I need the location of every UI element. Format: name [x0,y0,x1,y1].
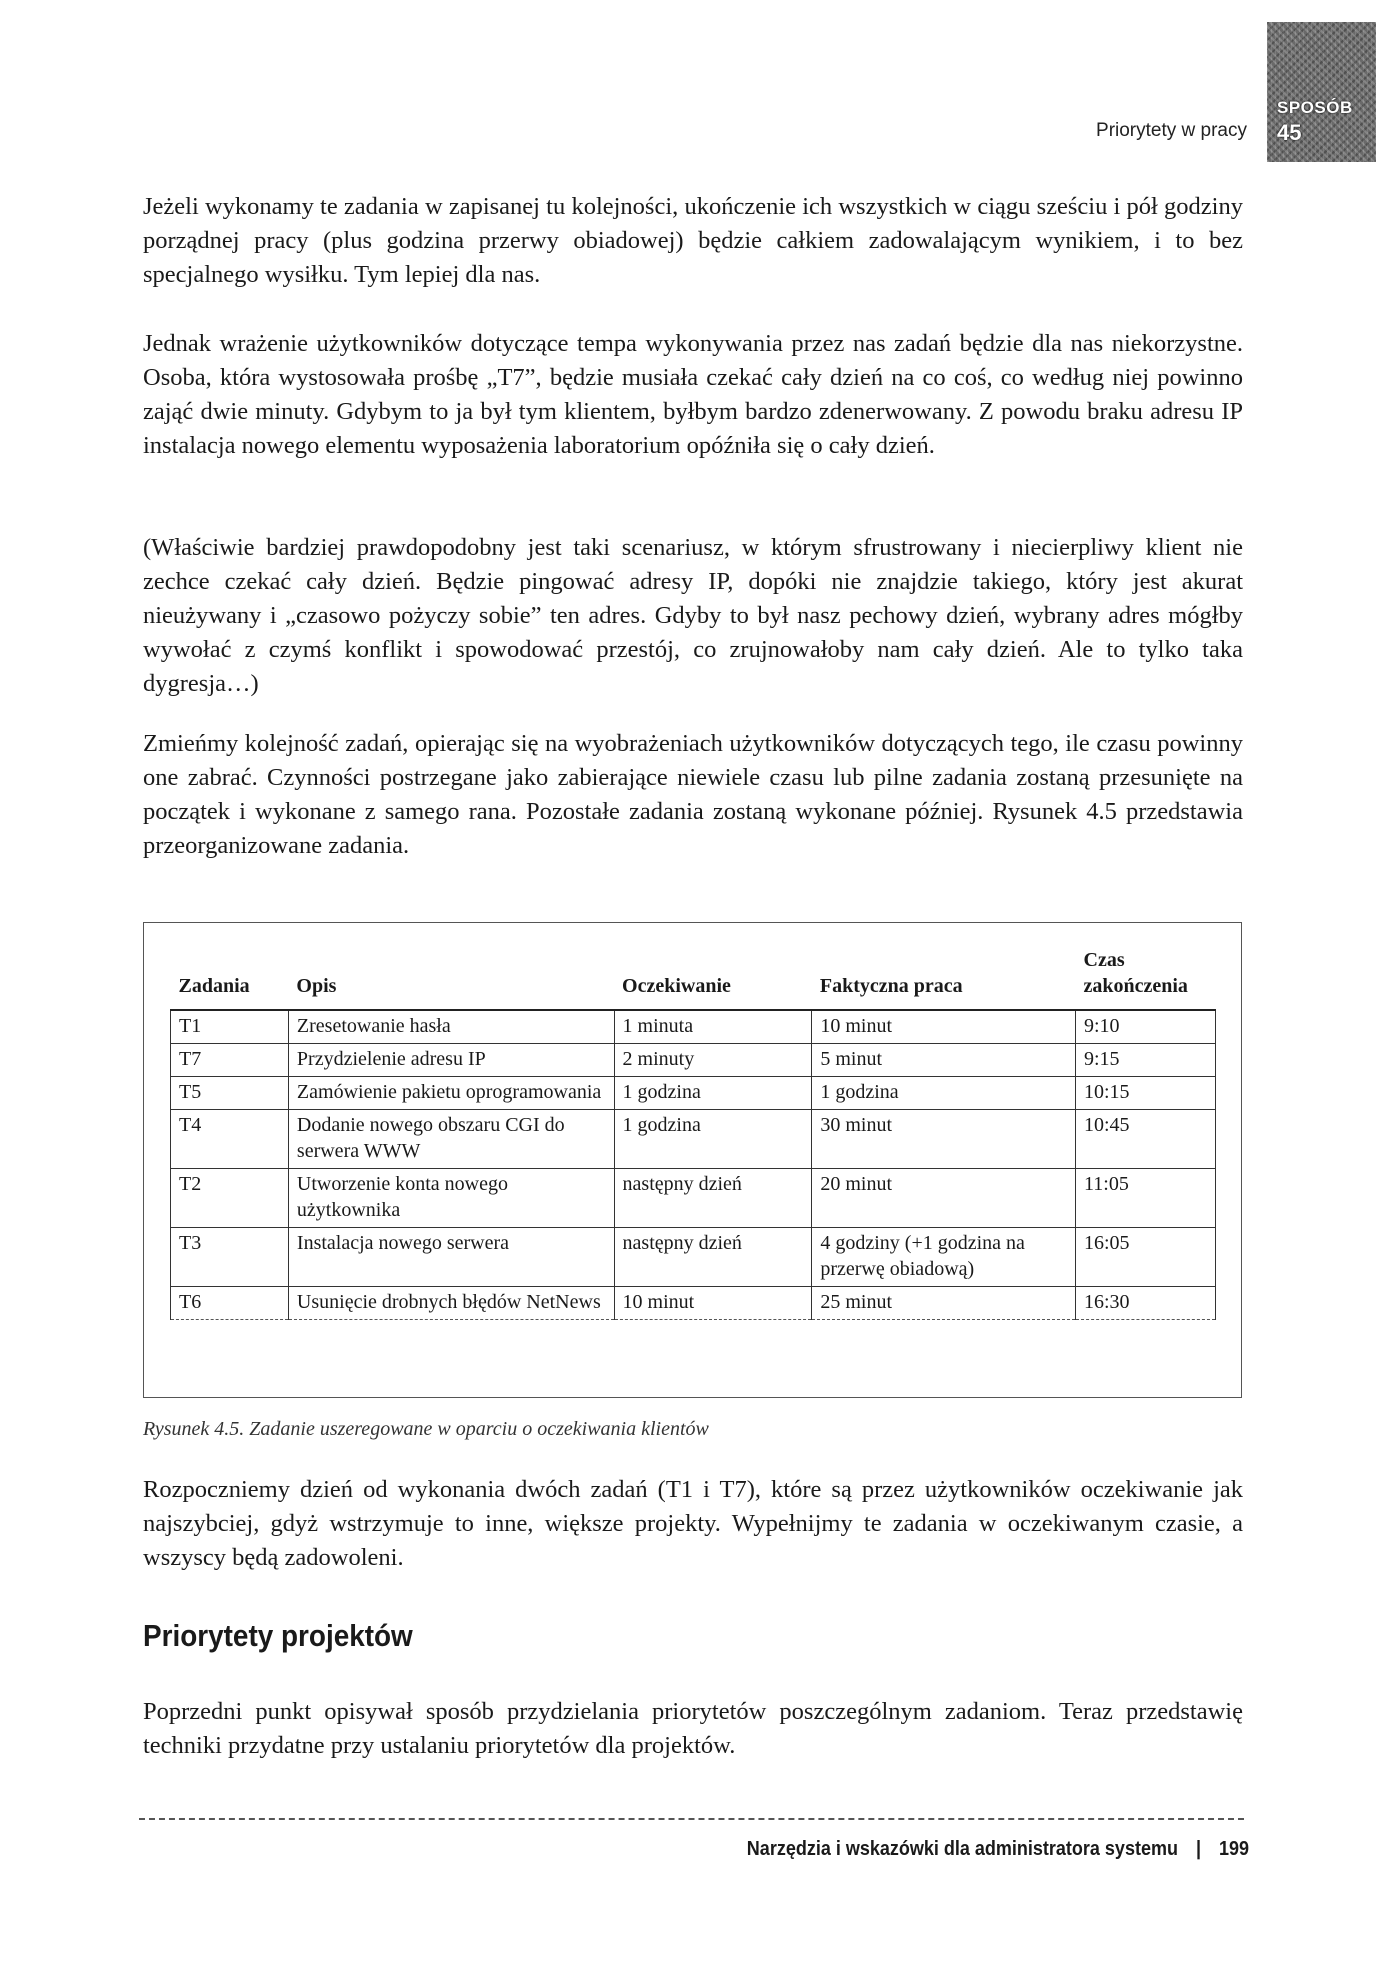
description-cell: Usunięcie drobnych błędów NetNews [288,1287,614,1320]
task-id-cell: T6 [171,1287,289,1320]
figure-caption: Rysunek 4.5. Zadanie uszeregowane w oparciu o oczekiwania klientów [143,1418,709,1440]
paragraph-3-wrapper [143,531,1243,701]
paragraph: Zmieńmy kolejność zadań, opierając się na wyobrażeniach użytkowników dotyczących tego, ile czasu powinny one zabrać. Czynności postrzegane jako zabierające niewiele czasu lub pilne zadania zostaną przesunięte na początek i wykonane z samego rana. Pozostałe zadania zostaną wykonane później. Rysunek 4.5 przedstawia przeorganizowane zadania. [143,730,1243,859]
task-schedule-table [170,947,1216,1320]
table-row [171,1228,1216,1287]
actual-work-cell: 1 godzina [812,1077,1076,1110]
column-header: Oczekiwanie [622,975,731,997]
paragraph: (Właściwie bardziej prawdopodobny jest taki scenariusz, w którym sfrustrowany i niecierpliwy klient nie zechce czekać cały dzień. Będzie pingować adresy IP, dopóki nie znajdzie takiego, który jest akurat nieużywany i „czasowo pożyczy sobie” ten adres. Gdyby to był nasz pechowy dzień, wybrany adres mógłby wywołać z czymś konflikt i spowodować przestój, co zrujnowałoby nam cały dzień. Ale to tylko taka dygresja…) [143,534,1243,697]
table-header-row [171,947,1216,1010]
table-row [171,1010,1216,1044]
figure-frame [143,922,1242,1398]
book-title: Narzędzia i wskazówki dla administratora systemu [746,1838,1178,1860]
page-number: 199 [1218,1838,1249,1860]
table-row [171,1044,1216,1077]
task-id-cell: T3 [171,1228,289,1287]
running-head: Priorytety w pracy [1096,120,1247,141]
table-row [171,1287,1216,1320]
table-row [171,1169,1216,1228]
expectation-cell: 10 minut [614,1287,812,1320]
expectation-cell: 2 minuty [614,1044,812,1077]
task-id-cell: T7 [171,1044,289,1077]
section-heading: Priorytety projektów [143,1618,413,1653]
completion-time-cell: 11:05 [1076,1169,1216,1228]
table-row [171,1077,1216,1110]
actual-work-cell: 5 minut [812,1044,1076,1077]
actual-work-cell: 20 minut [812,1169,1076,1228]
description-cell: Przydzielenie adresu IP [288,1044,614,1077]
description-cell: Utworzenie konta nowego użytkownika [288,1169,614,1228]
paragraph-1-wrapper [143,190,1243,292]
hack-badge-number: 45 [1277,120,1302,145]
paragraph: Jednak wrażenie użytkowników dotyczące tempa wykonywania przez nas zadań będzie dla nas niekorzystne. Osoba, która wystosowała prośbę „T7”, będzie musiała czekać cały dzień na co coś, co według niej powinno zająć dwie minuty. Gdybym to ja był tym klientem, byłbym bardzo zdenerwowany. Z powodu braku adresu IP instalacja nowego elementu wyposażenia laboratorium opóźniła się o cały dzień. [143,330,1243,459]
column-header: Opis [296,975,337,997]
column-header: Czas zakończenia [1083,949,1188,997]
expectation-cell: 1 minuta [614,1010,812,1044]
table-row [171,1110,1216,1169]
task-id-cell: T5 [171,1077,289,1110]
expectation-cell: następny dzień [614,1169,812,1228]
expectation-cell: następny dzień [614,1228,812,1287]
actual-work-cell: 30 minut [812,1110,1076,1169]
expectation-cell: 1 godzina [614,1110,812,1169]
section-paragraph-wrapper [143,1695,1243,1763]
hack-badge [1267,22,1376,162]
expectation-cell: 1 godzina [614,1077,812,1110]
completion-time-cell: 10:15 [1076,1077,1216,1110]
actual-work-cell: 10 minut [812,1010,1076,1044]
description-cell: Zresetowanie hasła [288,1010,614,1044]
completion-time-cell: 10:45 [1076,1110,1216,1169]
description-cell: Zamówienie pakietu oprogramowania [288,1077,614,1110]
paragraph-after-figure-wrapper [143,1473,1243,1575]
paragraph-2-wrapper [143,327,1243,463]
column-header: Faktyczna praca [819,975,963,997]
footer-divider [139,1818,1244,1820]
task-id-cell: T4 [171,1110,289,1169]
paragraph-4-wrapper [143,727,1243,863]
task-id-cell: T2 [171,1169,289,1228]
description-cell: Instalacja nowego serwera [288,1228,614,1287]
actual-work-cell: 25 minut [812,1287,1076,1320]
paragraph: Poprzedni punkt opisywał sposób przydzielania priorytetów poszczególnym zadaniom. Teraz przedstawię techniki przydatne przy ustalaniu priorytetów dla projektów. [143,1698,1243,1759]
page-footer [747,1838,1249,1861]
completion-time-cell: 16:30 [1076,1287,1216,1320]
hack-badge-label: SPOSÓB [1277,98,1353,117]
paragraph: Jeżeli wykonamy te zadania w zapisanej tu kolejności, ukończenie ich wszystkich w ciągu sześciu i pół godziny porządnej pracy (plus godzina przerwy obiadowej) będzie całkiem zadowalającym wynikiem, i to bez specjalnego wysiłku. Tym lepiej dla nas. [143,193,1243,288]
footer-separator: | [1195,1838,1201,1860]
column-header: Zadania [178,975,250,997]
paragraph: Rozpoczniemy dzień od wykonania dwóch zadań (T1 i T7), które są przez użytkowników oczekiwanie jak najszybciej, gdyż wstrzymuje to inne, większe projekty. Wypełnijmy te zadania w oczekiwanym czasie, a wszyscy będą zadowoleni. [143,1476,1243,1571]
actual-work-cell: 4 godziny (+1 godzina na przerwę obiadową) [812,1228,1076,1287]
completion-time-cell: 9:10 [1076,1010,1216,1044]
completion-time-cell: 16:05 [1076,1228,1216,1287]
description-cell: Dodanie nowego obszaru CGI do serwera WWW [288,1110,614,1169]
task-id-cell: T1 [171,1010,289,1044]
completion-time-cell: 9:15 [1076,1044,1216,1077]
